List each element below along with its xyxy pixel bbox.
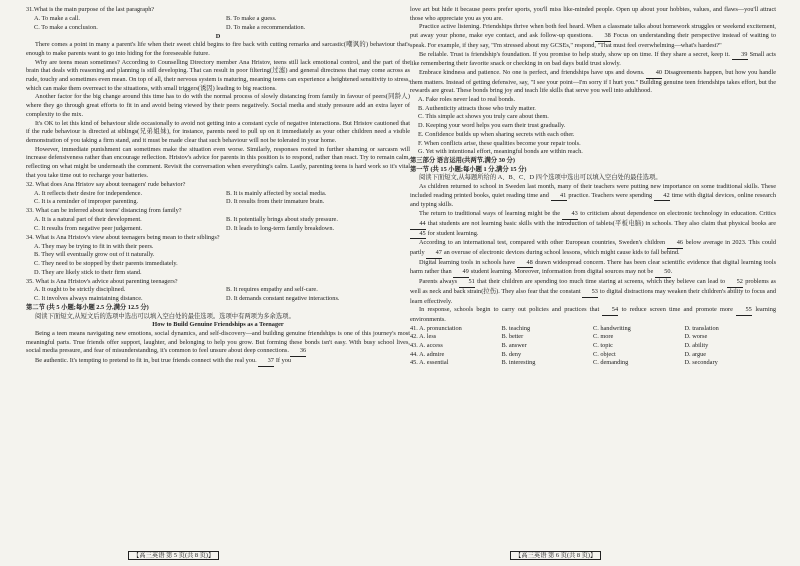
- paragraph-text: The return to traditional ways of learning might be the: [419, 210, 561, 218]
- reading-questions: [26, 181, 410, 304]
- options-row: [410, 359, 776, 368]
- part-header: 第三部分 语言运用(共两节,满分 30 分): [410, 156, 515, 164]
- question-35: [26, 278, 410, 304]
- cloze-paragraph: [410, 51, 776, 69]
- passage-paragraph: However, immediate punishment can sometimes make the situation even worse. Similarly, responses rooted in further shaming or sarcasm will increase defensiveness rather than encourage reflection. Hristov's advice for parents in this position is to respond, rather than react. Try to remain calm, reflecting on what might be underneath the comment. Revisit the conversation when everything's calm. Lastly, parenting teens is hard work so it's vital that you take time out to recharge your batteries.: [26, 145, 410, 179]
- passage-paragraph: Another factor for the big change around this time has to do with the normal process of slowly distancing from family in favour of peers(同龄人) where they go through great efforts to fit in and avoid being viewed by their peers negatively. Social media and study pressure add an extra layer of complexity to the mix.: [26, 93, 410, 118]
- cloze-option-e: E. Confidence builds up when sharing secrets with each other.: [418, 130, 575, 138]
- paragraph-text: learning environments.: [410, 306, 776, 323]
- blank-53: 53: [582, 288, 598, 298]
- option-cell: D. translation: [684, 324, 719, 332]
- blank-39: 39: [732, 51, 748, 61]
- gap-fill-paragraph: [410, 306, 776, 324]
- cloze-option-d: D. Keeping your word helps you earn their trust gradually.: [418, 122, 566, 130]
- paragraph-text: an overuse of electronic devices during school lessons, which might cause kids to fall behind.: [443, 248, 680, 256]
- passage-d: [26, 41, 410, 180]
- option-cell: D. secondary: [684, 359, 718, 367]
- paragraph-text: for student learning.: [427, 229, 479, 237]
- question-32: [26, 181, 410, 207]
- option-grid: [26, 243, 410, 278]
- blank-52: 52: [727, 278, 743, 288]
- paragraph-text: Digital learning tools in schools have: [419, 258, 516, 266]
- cloze-option-f: F. When conflicts arise, these qualities become your repair tools.: [418, 139, 581, 147]
- cloze-paragraph: [410, 23, 776, 50]
- blank-55: 55: [736, 306, 752, 316]
- blank-48: 48: [517, 259, 533, 269]
- paragraph-text: student learning. Moreover, information from digital sources may not be: [470, 268, 654, 276]
- option-c: C. It results from negative peer judgement.: [34, 224, 143, 232]
- option-cell: C. handwriting: [593, 324, 631, 332]
- question-stem: 33. What can be inferred about teens' distancing from family?: [26, 207, 182, 215]
- cloze-paragraph: [26, 330, 410, 357]
- option-d: D. It demands constant negative interactions.: [226, 295, 340, 303]
- gap-fill-paragraph: [410, 210, 776, 239]
- section-header: 第二节 (共 5 小题;每小题 2.5 分,满分 12.5 分): [26, 303, 149, 311]
- cloze-title: How to Build Genuine Friendships as a Teenager: [152, 321, 284, 329]
- blank-54: 54: [602, 306, 618, 316]
- paragraph-text: practice. Teachers were spending: [568, 191, 653, 199]
- option-cell: C. topic: [593, 342, 613, 350]
- paragraph-text: Be reliable. Trust is friendship's foundation. If you promise to help study, show up on time. If they share a secret, keep it.: [419, 50, 730, 58]
- cloze-paragraph: [26, 357, 410, 367]
- cloze-paragraph: [410, 69, 776, 96]
- option-cell: D. worse: [684, 333, 708, 341]
- paragraph-text: Being a teen means navigating new emotions, social dynamics, and self-discovery—and building genuine friendships is one of this journey's most meaningful parts. True friends offer support, laughter, and belonging to help you grow. But forming these bonds isn't easy. With busy school lives, social media pressure, and fear of misunderstanding, it's common to feel unsure about deep connections.: [26, 329, 410, 355]
- paragraph-text: below average in 2023. This could partly: [410, 239, 776, 256]
- question-31: [26, 6, 410, 32]
- option-a: A. It is a natural part of their development.: [34, 216, 142, 224]
- option-cell: B. teaching: [501, 324, 531, 332]
- option-d: D. To make a recommendation.: [226, 23, 306, 31]
- section-instructions: 阅读下面短文,从每题所给的 A、B、C、D 四个选项中选出可以填入空白处的最佳选项。: [419, 174, 662, 182]
- paragraph-text: Be authentic. It's tempting to pretend to fit in, but true friends connect with the real you.: [35, 357, 257, 365]
- option-cell: 43. A. access: [410, 342, 443, 350]
- option-c: C. To make a conclusion.: [34, 23, 98, 31]
- option-cell: 44. A. admire: [410, 350, 445, 358]
- option-c: C. They need to be stopped by their parents immediately.: [34, 259, 178, 267]
- option-cell: B. better: [501, 333, 524, 341]
- footer-label: 【高三英语 第 5 页(共 8 页)】: [128, 551, 219, 560]
- blank-37: 37: [258, 357, 274, 367]
- option-a: A. It reflects their desire for independence.: [34, 189, 143, 197]
- option-cell: 41. A. pronunciation: [410, 324, 462, 332]
- option-cell: D. ability: [684, 342, 709, 350]
- paragraph-text: problems as well as neck and back strain(拉伤). They also fear that the constant: [410, 278, 776, 295]
- options-row: [410, 333, 776, 342]
- cloze-option-b: B. Authenticity attracts those who truly matter.: [418, 104, 536, 112]
- blank-49: 49: [453, 268, 469, 278]
- gap-fill-paragraph: [410, 278, 776, 306]
- option-c: C. It involves always maintaining distance.: [34, 295, 143, 303]
- question-stem: 35. What is Ana Hristov's advice about parenting teenagers?: [26, 277, 178, 285]
- paragraph-text: to reduce screen time and promote more: [621, 306, 733, 314]
- options-row: [410, 351, 776, 360]
- paragraph-text: Practice active listening. Friendships thrive when both feel heard. When a classmate talks about homework struggles or weekend excitement, put away your phone, make eye contact, and ask follow-up questions.: [410, 23, 776, 40]
- option-b: B. It requires empathy and self-care.: [226, 286, 318, 294]
- option-b: B. To make a guess.: [226, 15, 277, 23]
- option-grid: [26, 216, 410, 233]
- cloze-option-a: A. Fake roles never lead to real bonds.: [418, 96, 516, 104]
- option-cell: 45. A. essential: [410, 359, 449, 367]
- section-header: 第一节 (共 15 小题;每小题 1 分,满分 15 分): [410, 165, 527, 173]
- paragraph-text: If you: [275, 357, 292, 365]
- paragraph-text: to criticism about dependence on electronic technology in education. Critics: [580, 210, 776, 218]
- page-footer: [510, 550, 601, 559]
- question-33: [26, 207, 410, 233]
- paragraph-text: that students are not learning basic skills with the introduction of tablets(平板电脑) in schools. They also claim that physical books are: [427, 219, 776, 227]
- cloze-option-c: C. This simple act shows you truly care about them.: [418, 113, 549, 121]
- paragraph-text: time with digital devices, online research and typing skills.: [410, 191, 776, 209]
- blank-38: 38: [595, 32, 611, 42]
- paragraph-text: According to an international test, compared with other European countries, Sweden's children: [419, 239, 666, 247]
- cloze-paragraph: love art but hide it because peers prefer sports, you'll miss like-minded people. Open up about your hobbies, values, and flaws—you'll attract those who appreciate you as you are.: [410, 6, 776, 22]
- blank-46: 46: [667, 239, 683, 249]
- blank-40: 40: [646, 69, 662, 79]
- option-grid: [26, 15, 410, 32]
- option-cell: B. deny: [501, 350, 522, 358]
- options-row: [410, 342, 776, 351]
- blank-45: 45: [410, 230, 426, 240]
- passage-paragraph: It's OK to let this kind of behaviour slide occasionally to avoid not getting into a constant cycle of negative interactions. But Hristov cautioned that if the rude behaviour is directed at siblings(兄弟姐妹), for instance, parents need to pull up on it immediately as your other children need a visible demonstration of you taking a firm stand, and it must be made clear that such behaviour will not be tolerated in your home.: [26, 119, 410, 144]
- gap-fill-paragraph: [410, 239, 776, 258]
- option-cell: B. answer: [501, 342, 527, 350]
- option-cell: D. argue: [684, 350, 707, 358]
- blank-41: 41: [551, 192, 567, 202]
- option-a: A. It ought to be strictly disciplined.: [34, 286, 126, 294]
- question-34: [26, 234, 410, 278]
- option-cell: C. object: [593, 350, 616, 358]
- blank-44: 44: [410, 220, 426, 230]
- option-cell: C. demanding: [593, 359, 629, 367]
- option-c: C. It is a reminder of improper parenting.: [34, 198, 139, 206]
- page-6-column: [410, 6, 776, 546]
- blank-47: 47: [426, 249, 442, 259]
- option-cell: B. interesting: [501, 359, 536, 367]
- option-d: D. It leads to long-term family breakdown.: [226, 224, 335, 232]
- option-d: D. They are likely stick to their firm stand.: [34, 268, 142, 276]
- passage-paragraph: There comes a point in many a parent's life when their sweet child begins to fire back with cutting remarks and sarcastic(嘲讽的) behaviour that's enough to make parents want to go into hiding for the foreseeable future.: [26, 41, 410, 57]
- blank-43: 43: [562, 210, 578, 220]
- paragraph-text: In response, schools begin to carry out policies and practices that: [419, 306, 600, 314]
- option-a: A. To make a call.: [34, 15, 80, 23]
- option-grid: [26, 190, 410, 207]
- option-b: B. It is mainly affected by social media.: [226, 189, 327, 197]
- blank-36: 36: [290, 347, 306, 357]
- blank-42: 42: [654, 192, 670, 202]
- gap-fill-paragraph: [410, 183, 776, 210]
- passage-paragraph: Why are teens mean sometimes? According to Counselling Directory member Ana Hristov, teens still lack emotional control, and the part of the brain that deals with reasoning and planning is still developing. That can result in poor filtering(过滤) and general directness that may come across as rude, touchy and sometimes even mean. On top of all, their nervous system is maturing, meaning teens can experience a heightened sensitivity to stress, which can make them overreact to the situations, with small triggers(诱因) leading to big reactions.: [26, 58, 410, 92]
- option-grid: [26, 286, 410, 303]
- paragraph-text: Disagreements happen, but how you handle them matters. Instead of getting defensive, say, "I see your point—I'm sorry if I hurt you." Building genuine teen friendships takes effort, but the rewards are great. These bonds bring joy and teach life skills that serve you well into adulthood.: [410, 68, 776, 95]
- paragraph-text: that their children are spending too much time staring at screens, which they believe can lead to: [477, 278, 726, 286]
- option-b: B. It potentially brings about study pressure.: [226, 216, 338, 224]
- gap-fill-paragraph: [410, 259, 776, 278]
- options-row: [410, 325, 776, 334]
- paragraph-text: Focus on understanding their perspective instead of waiting to speak. For example, if they say, "I'm stressed about my GCSEs," respond, "That must feel overwhelming—what's hardest?": [410, 32, 776, 49]
- choice-options-table: [410, 325, 776, 369]
- paragraph-text: Embrace kindness and patience. No one is perfect, and friendships have ups and downs.: [419, 68, 645, 76]
- footer-label: 【高三英语 第 6 页(共 8 页)】: [510, 551, 601, 560]
- blank-51: 51: [459, 278, 475, 288]
- paragraph-text: As children returned to school in Sweden last month, many of their teachers were putting new importance on some traditional skills. These included reading printed books, quiet reading time and: [410, 183, 776, 199]
- blank-50: 50: [655, 268, 671, 278]
- question-stem: 31.What is the main purpose of the last paragraph?: [26, 6, 155, 14]
- option-a: A. They may be trying to fit in with their peers.: [34, 242, 154, 250]
- section-instructions: 阅读下面短文,从短文后的选项中选出可以填入空白处的最佳选项。选项中有两项为多余选项。: [35, 312, 295, 320]
- question-stem: 32. What does Ana Hristov say about teenagers' rude behavior?: [26, 180, 186, 188]
- page-footer: [128, 550, 219, 559]
- paragraph-text: Parents always: [419, 278, 458, 286]
- cloze-options-list: [410, 96, 776, 157]
- option-cell: 42. A. less: [410, 333, 437, 341]
- option-cell: C. more: [593, 333, 614, 341]
- option-d: D. It results from their immature brain.: [226, 198, 325, 206]
- passage-letter: D: [215, 32, 221, 40]
- paragraph-text: .: [670, 268, 673, 276]
- page-5-column: [26, 6, 410, 546]
- paragraph-text: drawn widespread concern. There has been clear scientific evidence that digital learning tools harm rather than: [410, 258, 776, 276]
- option-b: B. They will eventually grow out of it naturally.: [34, 251, 155, 259]
- question-stem: 34. What is Ana Hristov's view about teenagers being mean to their siblings?: [26, 233, 220, 241]
- paragraph-text: Small acts like remembering their favorite snack or checking in on bad days build trust slowly.: [410, 50, 776, 68]
- cloze-option-g: G. Yet with intentional effort, meaningful bonds are within reach.: [418, 148, 583, 156]
- paragraph-text: to digital distractions may weaken their children's ability to focus and learn effectively.: [410, 287, 776, 305]
